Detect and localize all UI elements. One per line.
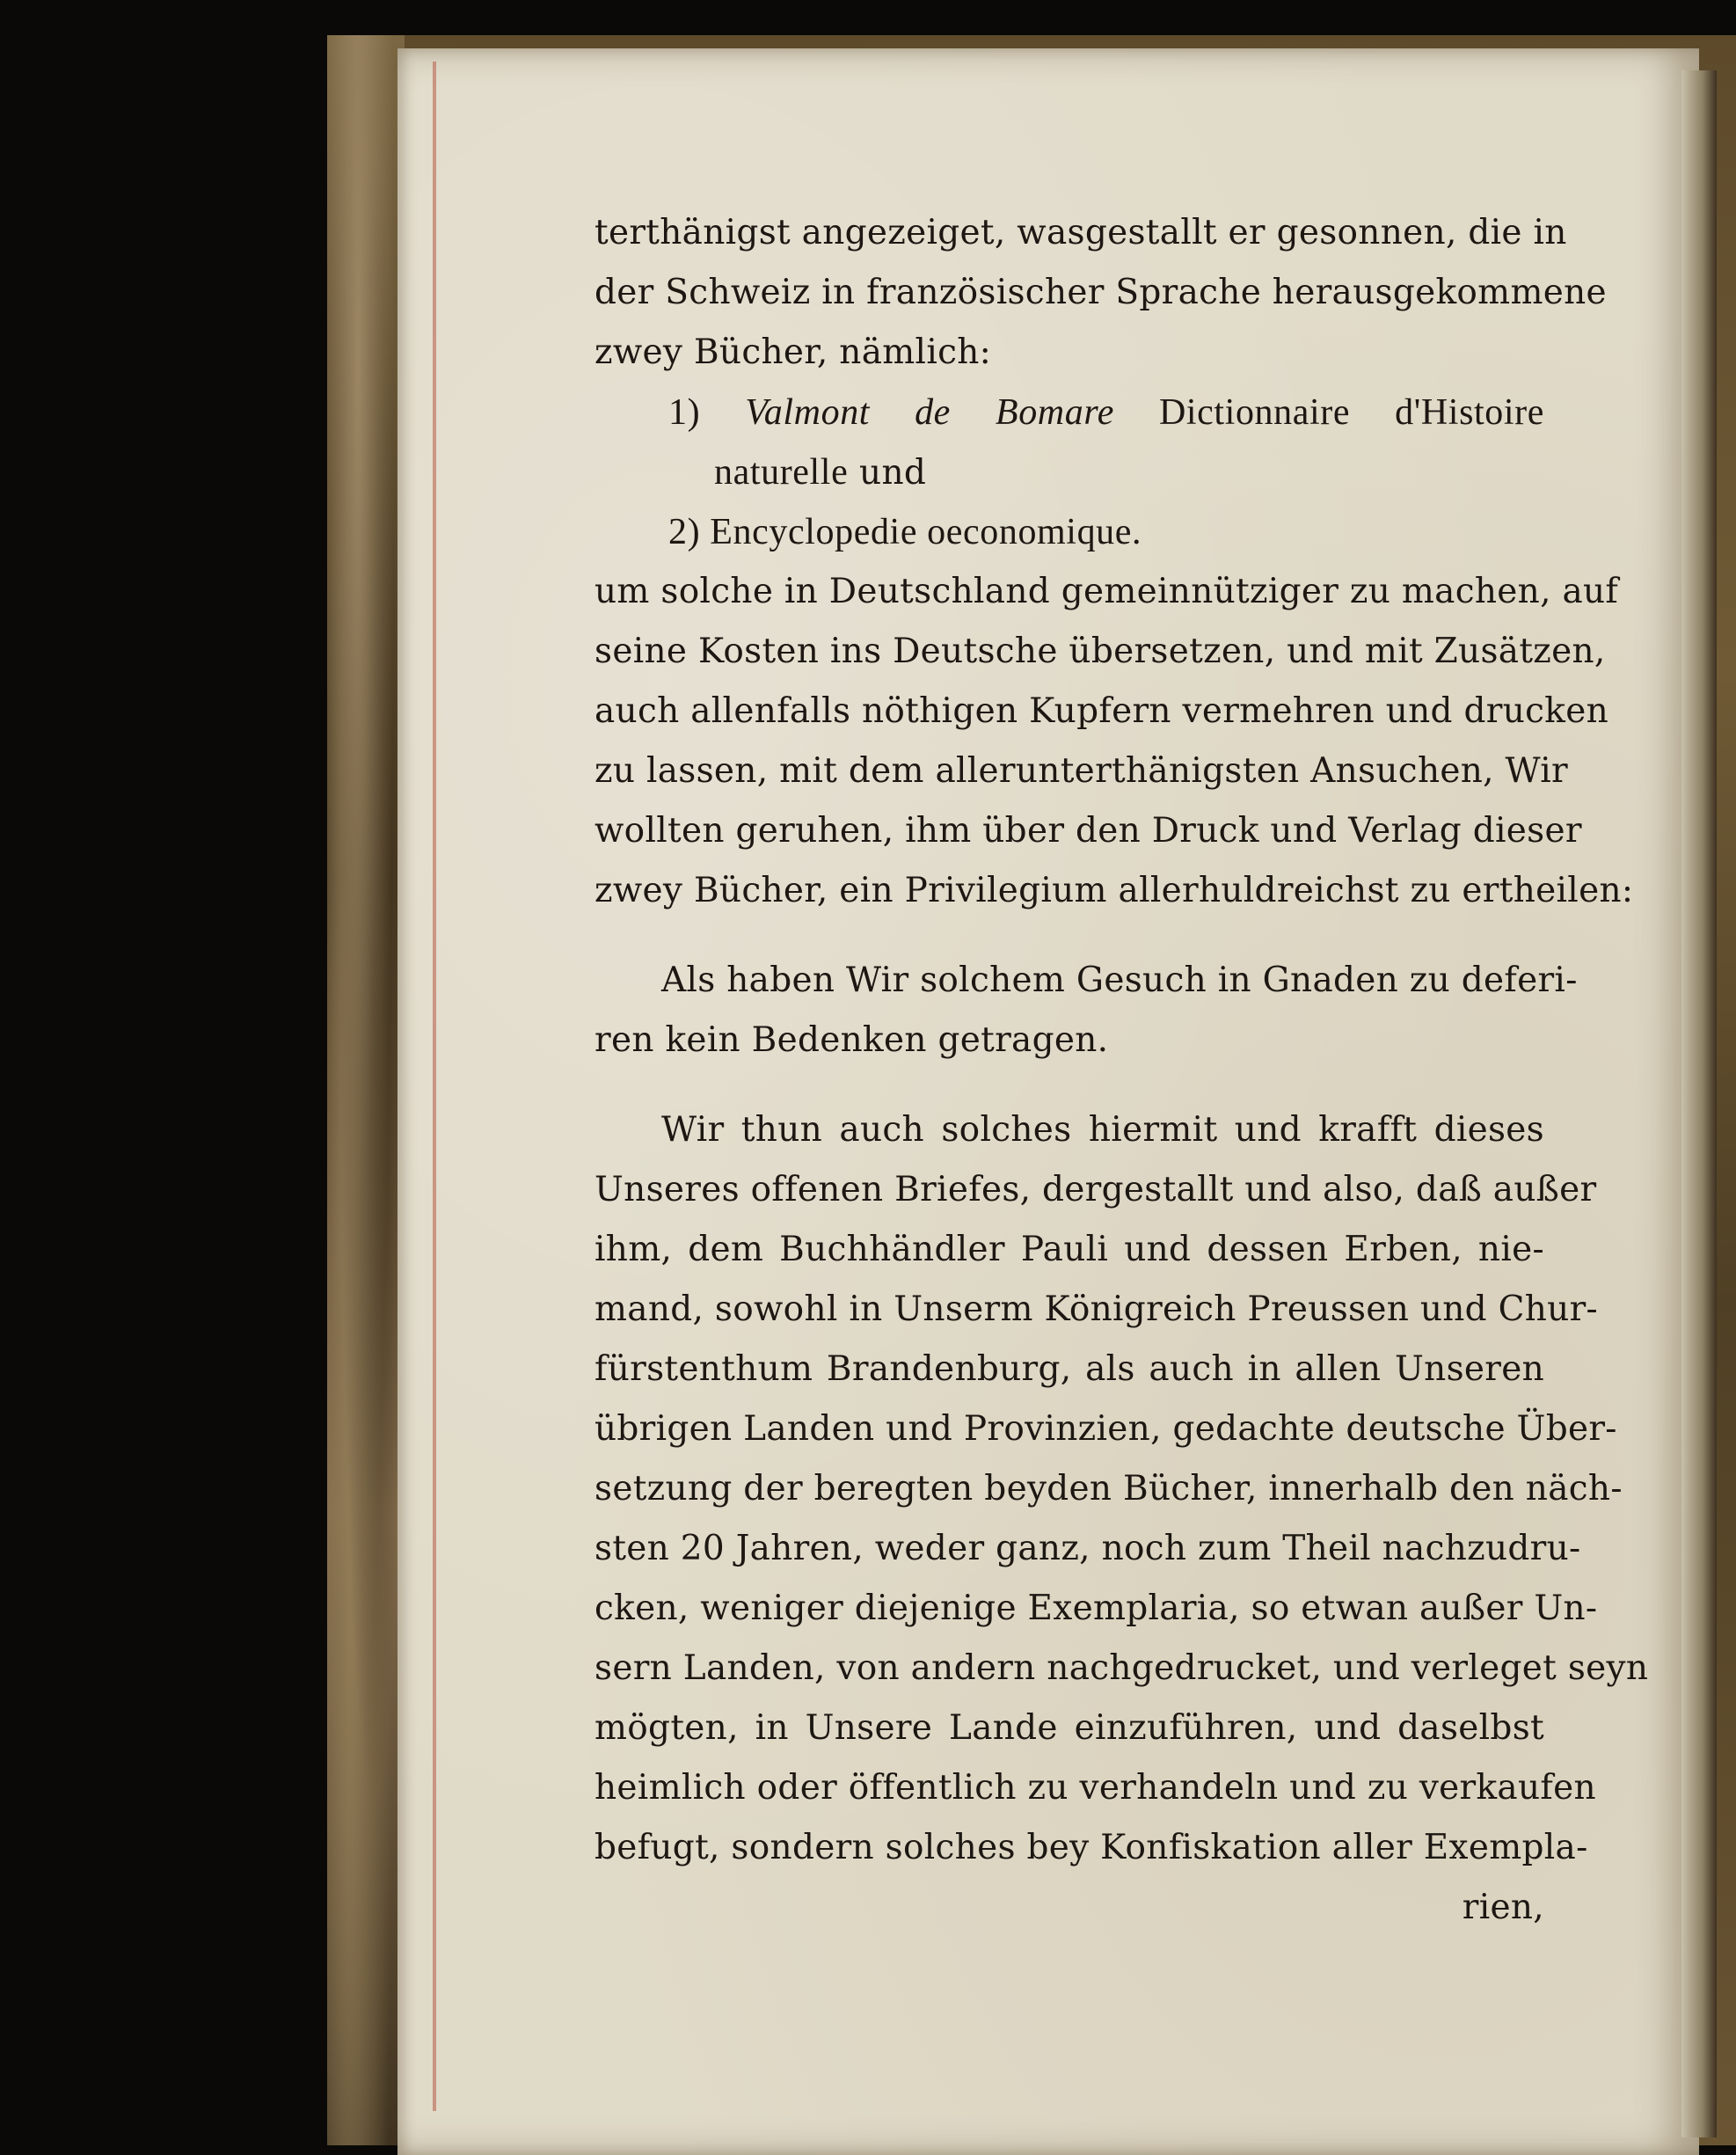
list-item-1 bbox=[668, 386, 1544, 439]
list-number: 1) bbox=[668, 392, 701, 433]
page-margin-rule bbox=[433, 62, 436, 2111]
list-number: 2) bbox=[668, 512, 701, 552]
text-line: mand, sowohl in Unserm Königreich Preussen und Chur- bbox=[594, 1289, 1599, 1329]
text-line: seine Kosten ins Deutsche übersetzen, und mit Zusätzen, bbox=[594, 632, 1606, 671]
work-title: Dictionnaire d'Histoire bbox=[1158, 392, 1544, 433]
page-gutter bbox=[1681, 70, 1717, 2137]
text-line: heimlich oder öffentlich zu verhandeln und zu verkaufen bbox=[594, 1768, 1596, 1808]
author-name: Valmont de Bomare bbox=[745, 392, 1114, 433]
text-line: Wir thun auch solches hiermit und krafft dieses bbox=[661, 1110, 1544, 1150]
text-line: übrigen Landen und Provinzien, gedachte deutsche Über- bbox=[594, 1409, 1617, 1449]
list-item-2 bbox=[668, 506, 1544, 559]
text-line: setzung der beregten beyden Bücher, innerhalb den näch- bbox=[594, 1469, 1623, 1508]
text-line: cken, weniger diejenige Exemplaria, so etwan außer Un- bbox=[594, 1589, 1598, 1628]
conjunction: und bbox=[859, 453, 927, 493]
list-item-1-continuation bbox=[714, 446, 1544, 499]
text-line: fürstenthum Brandenburg, als auch in allen Unseren bbox=[594, 1349, 1544, 1389]
text-line: auch allenfalls nöthigen Kupfern vermehren und drucken bbox=[594, 691, 1608, 731]
text-line: Unseres offenen Briefes, dergestallt und also, daß außer bbox=[594, 1170, 1597, 1209]
text-line: um solche in Deutschland gemeinnütziger zu machen, auf bbox=[594, 572, 1619, 611]
text-line: zu lassen, mit dem allerunterthänigsten Ansuchen, Wir bbox=[594, 751, 1568, 791]
work-title-cont: naturelle bbox=[714, 452, 849, 493]
text-line: ihm, dem Buchhändler Pauli und dessen Erben, nie- bbox=[594, 1230, 1544, 1269]
text-line: mögten, in Unsere Lande einzuführen, und daselbst bbox=[594, 1708, 1544, 1748]
text-line: Als haben Wir solchem Gesuch in Gnaden zu deferi- bbox=[661, 961, 1578, 1000]
marbled-board bbox=[327, 35, 405, 2145]
work-title: Encyclopedie oeconomique. bbox=[710, 512, 1142, 552]
text-line: befugt, sondern solches bey Konfiskation aller Exempla- bbox=[594, 1828, 1588, 1867]
text-line: zwey Bücher, ein Privilegium allerhuldreichst zu ertheilen: bbox=[594, 871, 1634, 910]
text-line: der Schweiz in französischer Sprache herausgekommene bbox=[594, 273, 1607, 312]
text-line: ren kein Bedenken getragen. bbox=[594, 1020, 1109, 1060]
text-line: sern Landen, von andern nachgedrucket, und verleget seyn bbox=[594, 1648, 1649, 1688]
catchword: rien, bbox=[1462, 1888, 1544, 1927]
text-line: sten 20 Jahren, weder ganz, noch zum Theil nachzudru- bbox=[594, 1529, 1581, 1568]
text-line: zwey Bücher, nämlich: bbox=[594, 332, 992, 372]
text-line: terthänigst angezeiget, wasgestallt er gesonnen, die in bbox=[594, 213, 1567, 252]
text-line: wollten geruhen, ihm über den Druck und Verlag dieser bbox=[594, 811, 1582, 851]
